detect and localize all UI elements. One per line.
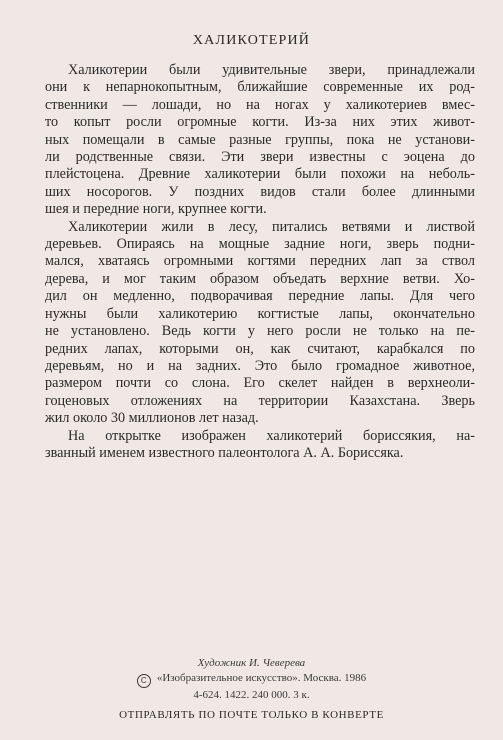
text-line: ных помещали в самые разные группы, пока не установи- [45,131,475,148]
text-line: гоценовых отложениях на территории Казахстана. Зверь [45,392,475,409]
text-line: мался, хватаясь огромными когтями передних лап за ствол [45,253,475,270]
text-line: редних лапах, которыми он, как считают, карабкался по [45,340,475,357]
text-line: ственники — лошади, но на ногах у халикотериев вмес- [45,96,475,113]
text-line: дерева, и мог таким образом объедать верхние ветви. Хо- [45,270,475,287]
credits [0,656,503,702]
body-text [45,62,475,462]
artist-label: Художник [197,657,247,669]
text-line: жил около 30 миллионов лет назад. [45,410,259,427]
text-line: ли родственные связи. Эти звери известны с эоцена до [45,149,475,166]
text-line: На открытке изображен халикотерий бориссякия, на- [68,427,475,444]
artist-name: И. Чеверева [249,657,306,669]
copyright-icon: C [137,674,151,688]
text-line: размером почти со слона. Его скелет найден в верхнеоли- [45,375,475,392]
paragraph-1 [45,62,475,219]
text-line: Халикотерии были удивительные звери, принадлежали [68,62,475,78]
page-title: ХАЛИКОТЕРИЙ [192,33,311,48]
publisher-credit [0,671,503,688]
text-line: нужны были халикотерию когтистые лапы, окончательно [45,305,475,322]
publisher-line: «Изобразительное искусство». Москва. 1986 [156,671,367,684]
text-line: шея и передние ноги, крупнее когти. [45,201,267,218]
text-line: Халикотерии жили в лесу, питались ветвями и листвой [68,218,475,235]
text-line: то копыт росли огромные когти. Из-за них этих живот- [45,114,475,131]
text-line: они к непарнокопытным, ближайшие современные их род- [45,79,475,96]
text-line: деревьев. Опираясь на мощные задние ноги, зверь подни- [45,236,475,253]
paragraph-3 [45,428,475,463]
text-line: деревьям, но и на задних. Это было громадное животное, [45,357,475,374]
mailing-notice: ОТПРАВЛЯТЬ ПО ПОЧТЕ ТОЛЬКО В КОНВЕРТЕ [119,709,384,721]
text-line: не установлено. Ведь когти у него росли не только на пе- [45,323,475,340]
paragraph-2 [45,219,475,428]
print-info: 4-624. 1422. 240 000. 3 к. [193,688,310,701]
text-line: плейстоцена. Древние халикотерии были похожи на неболь- [45,166,475,183]
text-line: дил он медленно, подворачивая передние лапы. Для чего [45,288,475,305]
artist-credit [0,656,503,671]
text-line: ших носорогов. У поздних видов стали более длинными [45,183,475,200]
text-line: званный именем известного палеонтолога А. А. Борисcяка. [45,444,404,461]
